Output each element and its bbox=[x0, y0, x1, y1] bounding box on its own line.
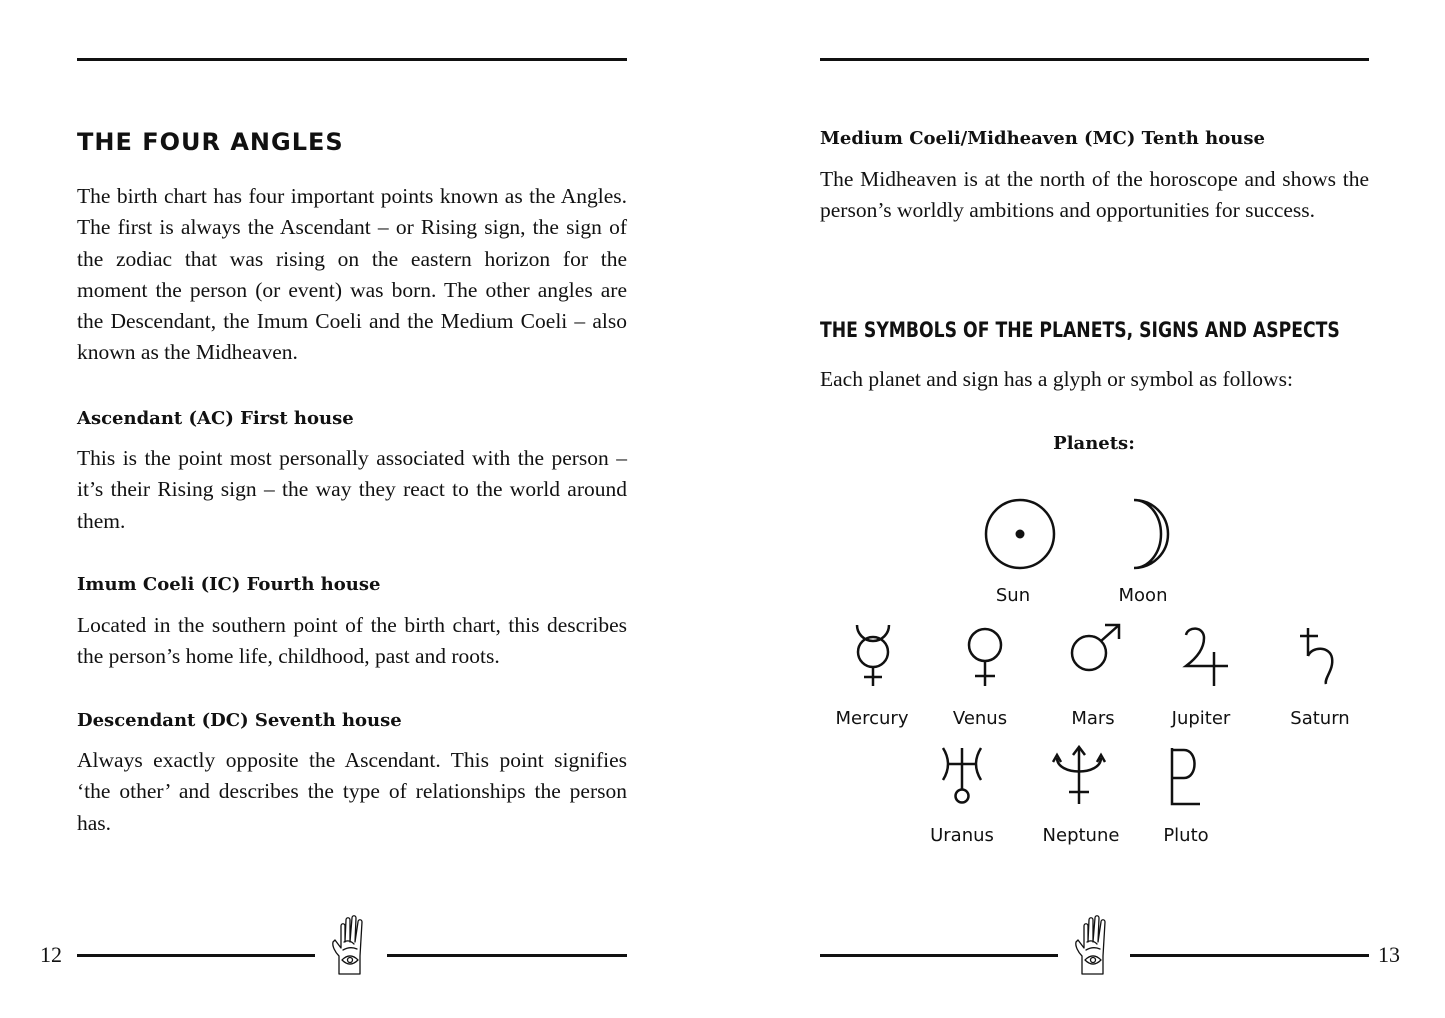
planet-label-saturn: Saturn bbox=[1290, 708, 1350, 729]
section-title-ascendant: Ascendant (AC) First house bbox=[77, 408, 354, 429]
neptune-icon bbox=[1052, 744, 1106, 806]
top-rule-right bbox=[820, 58, 1369, 61]
page-number-left: 12 bbox=[40, 942, 62, 967]
mercury-icon bbox=[848, 622, 898, 688]
planet-label-uranus: Uranus bbox=[930, 825, 994, 846]
symbols-intro: Each planet and sign has a glyph or symbol as follows: bbox=[820, 367, 1293, 391]
planet-label-sun: Sun bbox=[995, 585, 1031, 606]
uranus-icon bbox=[937, 744, 987, 806]
pluto-icon bbox=[1166, 746, 1206, 808]
sun-icon bbox=[982, 496, 1058, 572]
palm-hand-icon bbox=[329, 912, 373, 978]
section-title-imum-coeli: Imum Coeli (IC) Fourth house bbox=[77, 574, 381, 595]
venus-icon bbox=[960, 626, 1010, 688]
planet-label-venus: Venus bbox=[952, 708, 1008, 729]
planets-label: Planets: bbox=[1053, 433, 1135, 454]
mars-icon bbox=[1068, 622, 1124, 674]
planet-label-mercury: Mercury bbox=[835, 708, 909, 729]
section-text-midheaven: The Midheaven is at the north of the horoscope and shows the person’s worldly ambitions and opportunities for success. bbox=[820, 167, 1369, 223]
page-heading-right: THE SYMBOLS OF THE PLANETS, SIGNS AND ASPECTS bbox=[820, 318, 1340, 342]
section-text-ascendant: This is the point most personally associated with the person – it’s their Rising sign – the way they react to the world around them. bbox=[77, 446, 627, 533]
planet-label-jupiter: Jupiter bbox=[1171, 708, 1231, 729]
page-heading-left: THE FOUR ANGLES bbox=[77, 128, 344, 156]
bottom-rule-left-a bbox=[77, 954, 315, 957]
jupiter-icon bbox=[1182, 626, 1232, 688]
page-number-right: 13 bbox=[1378, 942, 1400, 967]
bottom-rule-left-b bbox=[387, 954, 627, 957]
planet-label-pluto: Pluto bbox=[1163, 825, 1209, 846]
top-rule-left bbox=[77, 58, 627, 61]
section-title-midheaven: Medium Coeli/Midheaven (MC) Tenth house bbox=[820, 128, 1265, 149]
saturn-icon bbox=[1298, 626, 1344, 688]
bottom-rule-right-b bbox=[1130, 954, 1369, 957]
planet-label-neptune: Neptune bbox=[1042, 825, 1120, 846]
planet-label-mars: Mars bbox=[1071, 708, 1115, 729]
bottom-rule-right-a bbox=[820, 954, 1058, 957]
palm-hand-icon bbox=[1072, 912, 1116, 978]
intro-paragraph: The birth chart has four important points known as the Angles. The first is always the Ascendant – or Rising sign, the sign of the zodiac that was rising on the eastern horizon for the moment the person (or event) was born. The other angles are the Descendant, the Imum Coeli and the Medium Coeli – also known as the Midheaven. bbox=[77, 184, 627, 365]
section-title-descendant: Descendant (DC) Seventh house bbox=[77, 710, 402, 731]
planet-label-moon: Moon bbox=[1118, 585, 1168, 606]
section-text-imum-coeli: Located in the southern point of the birth chart, this describes the person’s home life, childhood, past and roots. bbox=[77, 613, 627, 669]
moon-icon bbox=[1114, 496, 1174, 572]
section-text-descendant: Always exactly opposite the Ascendant. This point signifies ‘the other’ and describes the type of relationships the person has. bbox=[77, 748, 627, 835]
